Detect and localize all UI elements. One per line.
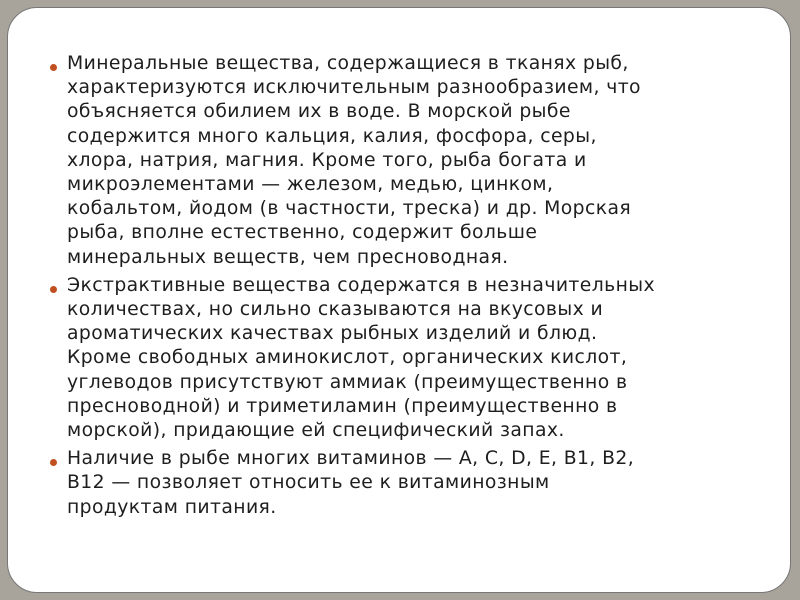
- bullet-icon: [50, 286, 57, 293]
- slide-panel: [7, 7, 791, 593]
- bullet-text-extractives: Экстрактивные вещества содержатся в незначительных количествах, но сильно сказываются на вкусовых и ароматических качествах рыбных изделий и блюд. Кроме свободных аминокислот, органических кислот, углеводов присутствуют аммиак (преимущественно в пресноводной) и триметиламин (преимущественно в морской), придающие ей специфический запах.: [67, 274, 656, 442]
- bullet-text-minerals: Минеральные вещества, содержащиеся в тканях рыб, характеризуются исключительным разнообразием, что объясняется обилием их в воде. В морской рыбе содержится много кальция, калия, фосфора, серы, хлора, натрия, магния. Кроме того, рыба богата и микроэлементами — железом, медью, цинком, кобальтом, йодом (в частности, треска) и др. Морская рыба, вполне естественно, содержит больше минеральных веществ, чем пресноводная.: [67, 53, 641, 268]
- bullet-item-vitamins: [50, 447, 760, 520]
- bullet-text-vitamins: Наличие в рыбе многих витаминов — А, С, D, Е, В1, В2, В12 — позволяет относить ее к витаминозным продуктам питания.: [67, 448, 635, 518]
- bullet-icon: [50, 459, 57, 466]
- bullet-item-extractives: [50, 274, 760, 443]
- bullet-list: [50, 52, 760, 524]
- bullet-item-minerals: [50, 52, 760, 270]
- bullet-icon: [50, 64, 57, 71]
